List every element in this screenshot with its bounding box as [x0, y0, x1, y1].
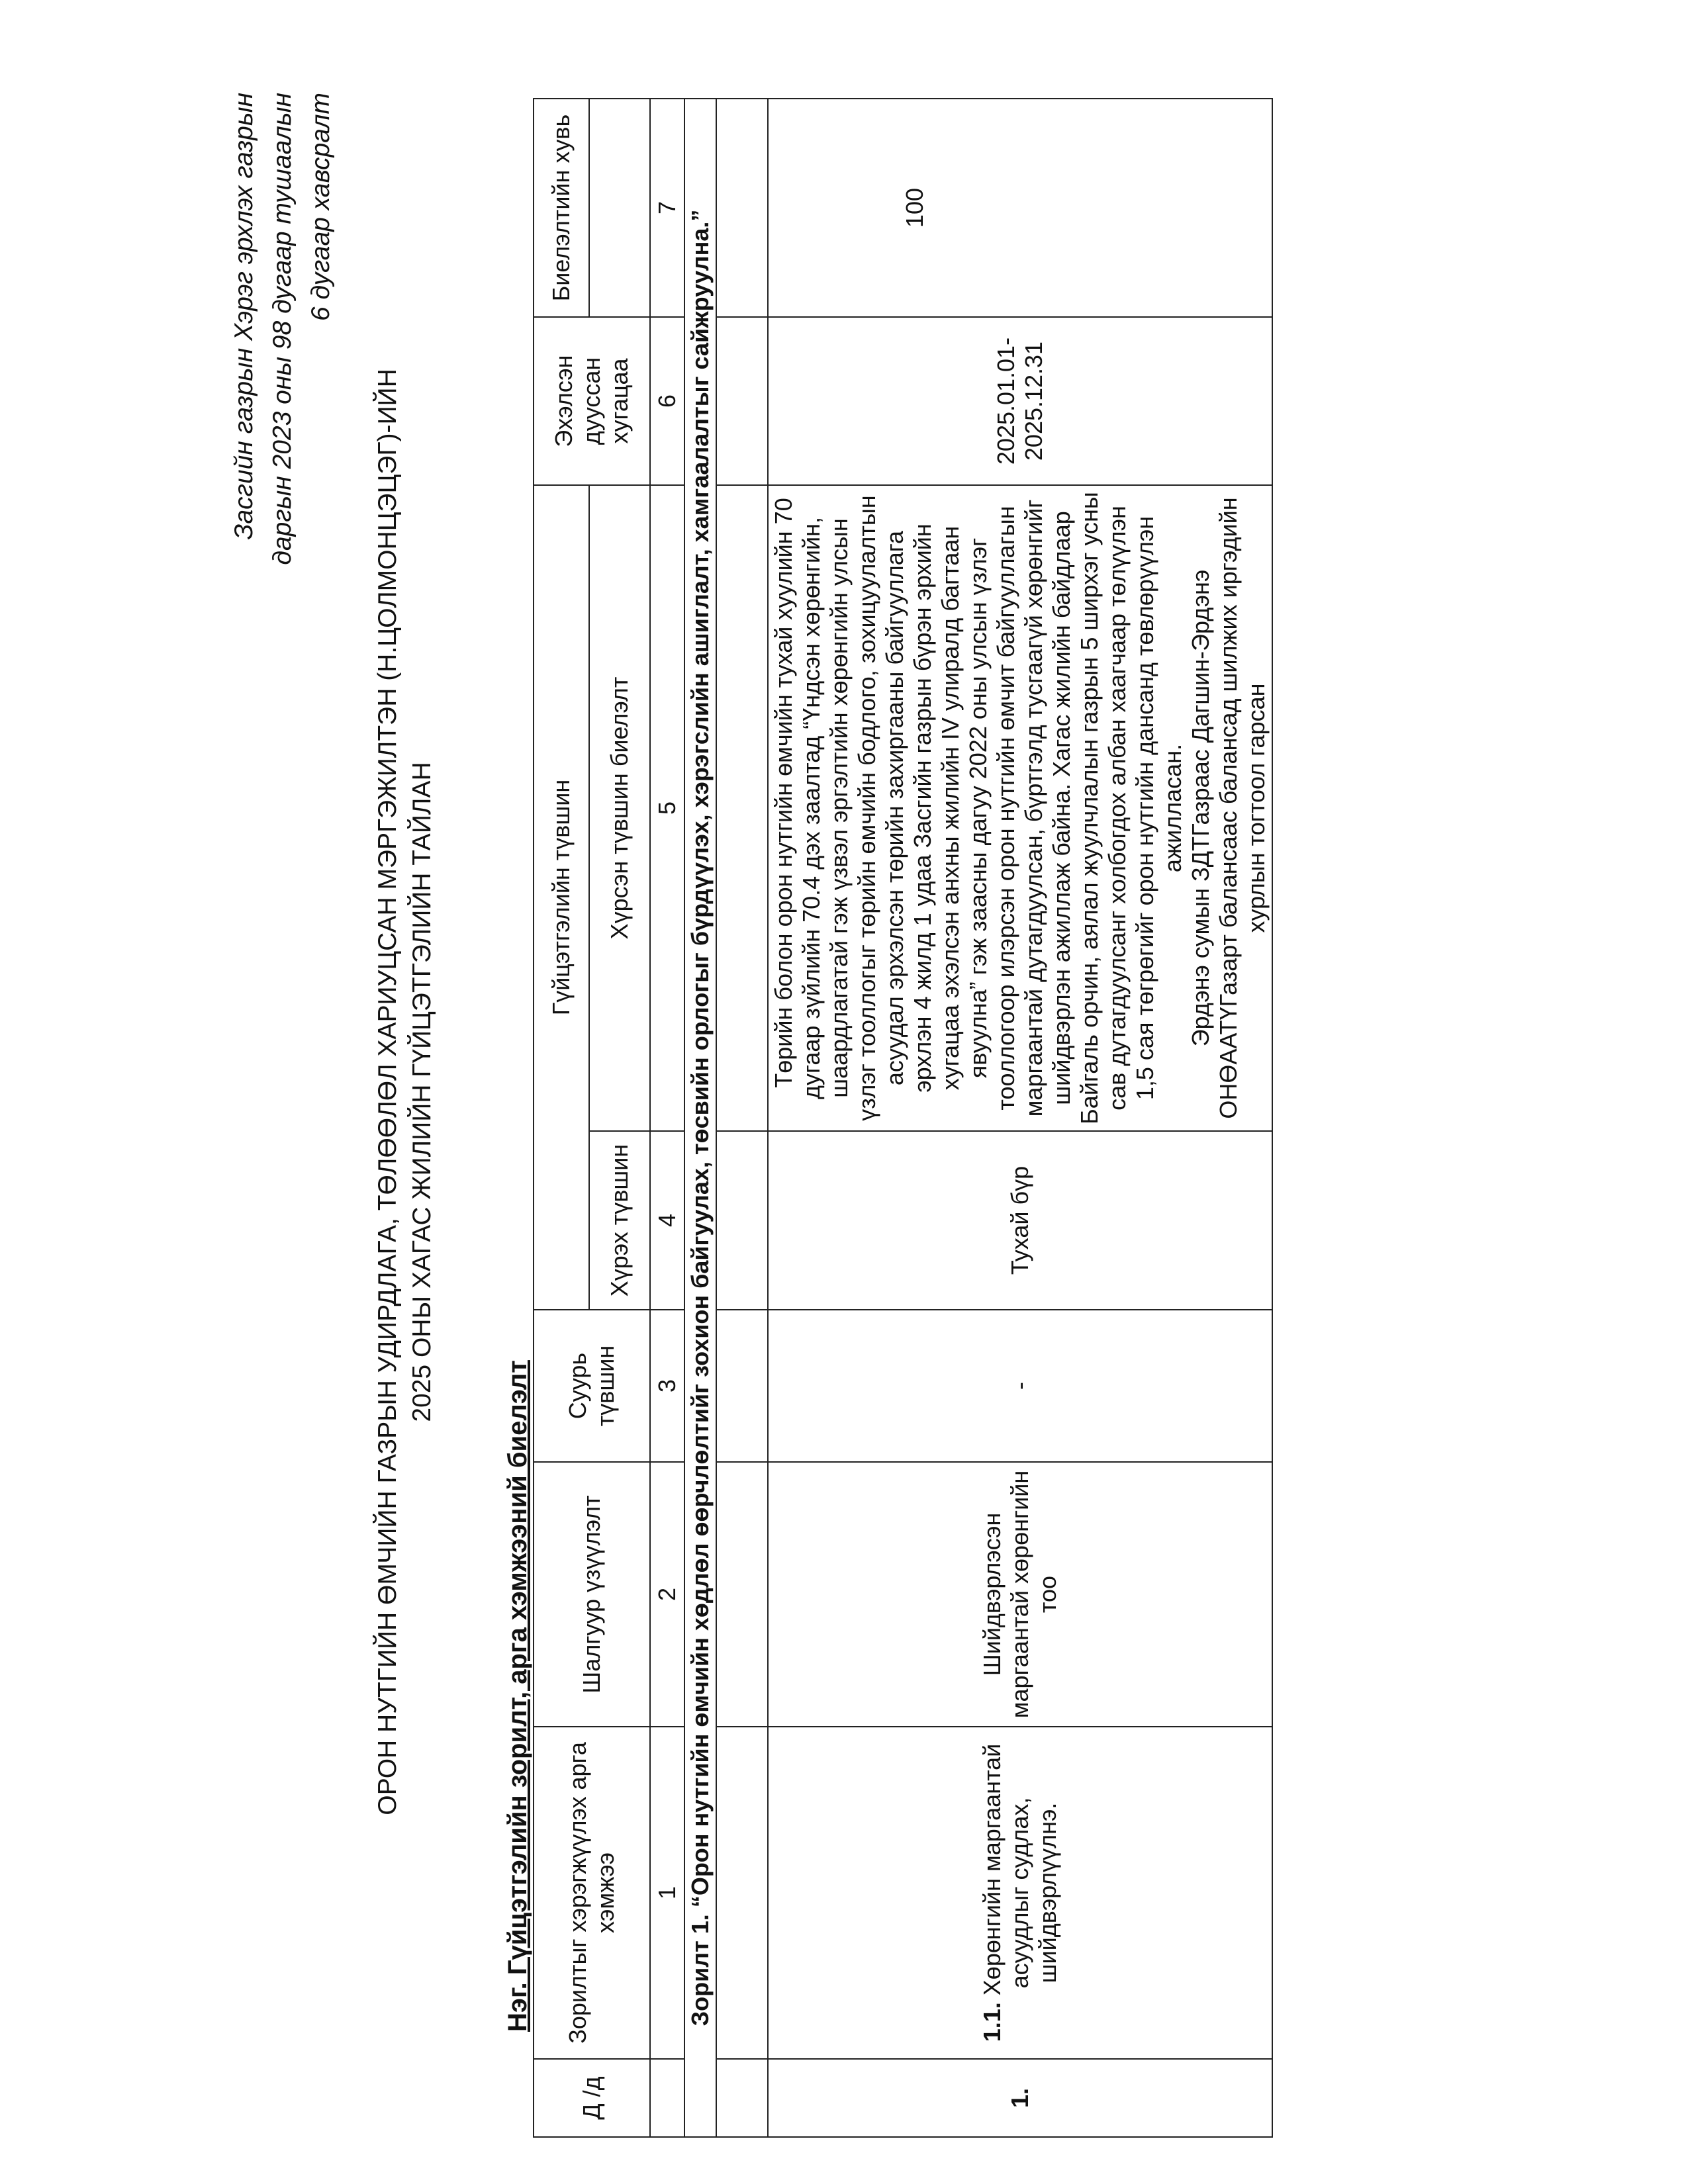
target-cell: Тухай бүр [768, 1131, 1272, 1310]
header-rate-blank [589, 99, 650, 317]
column-number: 4 [650, 1131, 684, 1310]
appendix-note-line-2: даргын 2023 оны 98 дугаар тушаалын [268, 93, 297, 565]
header-rate: Биелэлтийн хувь [534, 99, 589, 317]
goal-text: Зорилт 1. “Орон нутгийн өмчийн хөдлөл өөрчлөлтийг зохион байгуулах, төсвийн орлогыг бүрдүүлэх, хэрэгслийн ашиглалт, хамгаалалтыг сайжруулна.” [684, 99, 716, 2137]
spacer-cell [716, 1727, 768, 2059]
baseline-cell: - [768, 1310, 1272, 1462]
report-title [371, 0, 440, 2184]
achieved-paragraph-1: Төрийн болон орон нутгийн өмчийн тухай хуулийн 70 дугаар зүйлийн 70.4 дэх заалтад “Үндсэн хөрөнгийн, шаардлагатай гэж үзвэл эргэлтийн хөрөнгийн улсын үзлэг тооллогыг төрийн өмчийн бодлого, зохицуулалтын асуудал эрхэлсэн төрийн захиргааны байгууллага эрхлэн 4 жилд 1 удаа Засгийн газрын бүрэн эрхийн хугацаа эхэлсэн анхны жилийн IV улиралд багтаан явуулна” гэж заасны дагуу 2022 оны улсын үзлэг тооллогоор илэрсэн орон нутгийн өмчит байгууллагын маргаантай дутагдуулсан, бүртгэлд тусгаагүй хөрөнгийг шийдвэрлэн ажиллаж байна. Хагас жилийн байдлаар Байгаль орчин, аялал жуулчлалын газрын 5 ширхэг усны сав дутагдуулсанг холбогдох албан хаагчаар төлүүлэн 1,5 сая төгрөгийг орон нутгийн дансанд төвлөрүүлэн ажилласан. [770, 492, 1186, 1124]
appendix-note [225, 93, 340, 1019]
achieved-cell [768, 485, 1272, 1131]
table-header-row [534, 99, 589, 2137]
header-baseline: Суурь түвшин [534, 1310, 650, 1462]
spacer-row [716, 99, 768, 2137]
report-title-line-1: ОРОН НУТГИЙН ӨМЧИЙН ГАЗРЫН УДИРДЛАГА, ТӨЛӨӨЛӨЛ ХАРИУЦСАН МЭРГЭЖИЛТЭН (Н.ЦОЛМОНЦЭЦЭГ)-ИЙН [373, 369, 402, 1815]
header-criterion: Шалгуур үзүүлэлт [534, 1462, 650, 1727]
spacer-cell [716, 2059, 768, 2137]
column-number: 1 [650, 1727, 684, 2059]
column-number: 2 [650, 1462, 684, 1727]
header-performance: Гүйцэтгэлийн түвшин [534, 485, 589, 1310]
header-action: Зорилтыг хэрэгжүүлэх арга хэмжээ [534, 1727, 650, 2059]
criterion-cell: Шийдвэрлэсэн маргаантай хөрөнгийн тоо [768, 1462, 1272, 1727]
action-number: 1.1. [978, 2002, 1006, 2042]
table-row [768, 99, 1272, 2137]
row-number: 1. [768, 2059, 1272, 2137]
appendix-note-line-1: Засгийн газрын Хэрэг эрхлэх газрын [230, 93, 258, 540]
header-period: Эхэлсэн дууссан хугацаа [534, 317, 650, 485]
spacer-cell [716, 317, 768, 485]
spacer-cell [716, 1462, 768, 1727]
header-target: Хүрэх түвшин [589, 1131, 650, 1310]
column-number: 3 [650, 1310, 684, 1462]
spacer-cell [716, 1131, 768, 1310]
spacer-cell [716, 99, 768, 317]
achieved-paragraph-2: Эрдэнэ сумын ЗДТГазраас Дагшин-Эрдэнэ ОНӨААТҮГазарт балансаас балансад шилжих иргэдийн хурлын тогтоол гарсан [1187, 497, 1270, 1119]
column-number: 6 [650, 317, 684, 485]
spacer-cell [716, 485, 768, 1131]
column-number: 7 [650, 99, 684, 317]
period-cell: 2025.01.01-2025.12.31 [768, 317, 1272, 485]
action-text: Хөрөнгийн маргаантай асуудлыг судлах, шийдвэрлүүлнэ. [978, 1743, 1061, 1996]
report-title-line-2: 2025 ОНЫ ХАГАС ЖИЛИЙН ГҮЙЦЭТГЭЛИЙН ТАЙЛАН [408, 762, 436, 1422]
spacer-cell [716, 1310, 768, 1462]
goal-row [684, 99, 716, 2137]
appendix-note-line-3: 6 дугаар хавсралт [306, 93, 335, 322]
header-id: Д /д [534, 2059, 650, 2137]
column-number-blank [650, 2059, 684, 2137]
section-heading: Нэг. Гүйцэтгэлийн зорилт, арга хэмжээний биелэлт [503, 1360, 532, 2032]
header-achieved: Хүрсэн түвшин биелэлт [589, 485, 650, 1131]
performance-table [533, 98, 1273, 2138]
column-number: 5 [650, 485, 684, 1131]
action-cell [768, 1727, 1272, 2059]
column-number-row [650, 99, 684, 2137]
rate-cell: 100 [768, 99, 1272, 317]
